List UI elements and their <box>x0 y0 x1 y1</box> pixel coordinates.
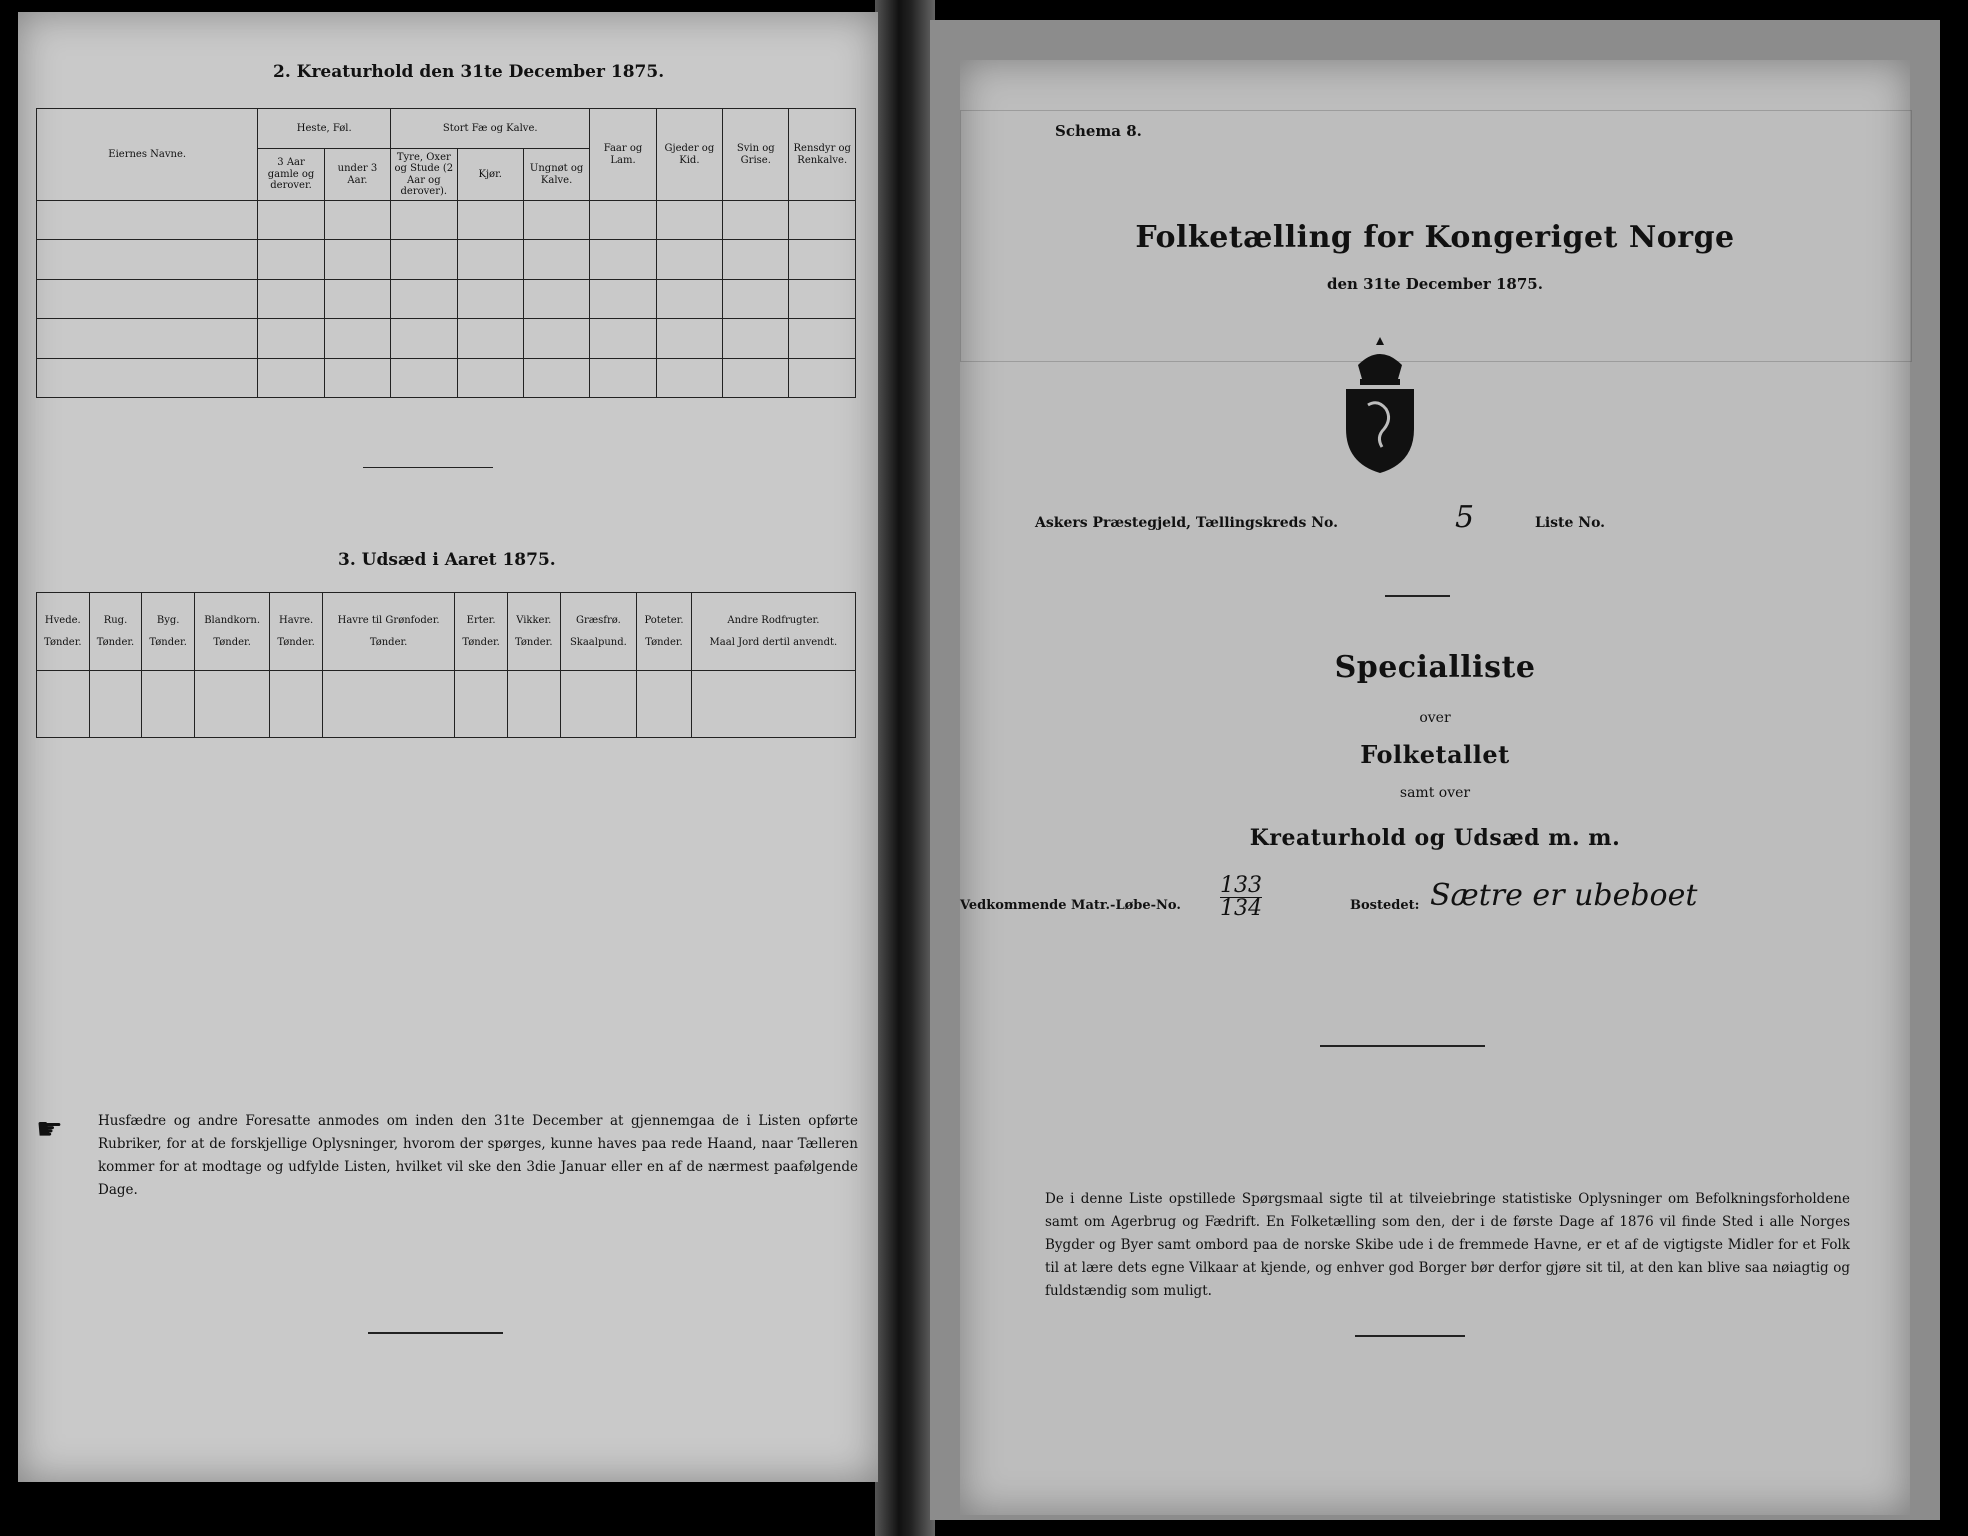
ungnet-header: Ungnøt og Kalve. <box>523 149 589 201</box>
seed-cell <box>637 671 692 738</box>
folketallet-title: Folketallet <box>1360 740 1510 769</box>
matr-value-top: 133 <box>1220 873 1262 898</box>
kreaturhold-title: Kreaturhold og Udsæd m. m. <box>1249 825 1621 851</box>
section3-heading: 3. Udsæd i Aaret 1875. <box>338 550 556 570</box>
seed-col-name: Havre til Grønfoder. <box>337 615 440 626</box>
seed-col-header <box>507 593 560 671</box>
seed-cell <box>142 671 195 738</box>
seed-col-header <box>270 593 323 671</box>
table-row <box>37 671 856 738</box>
seed-cell <box>322 671 454 738</box>
divider <box>363 467 493 468</box>
table-row <box>37 201 856 240</box>
seed-cell <box>507 671 560 738</box>
document-title: Folketælling for Kongeriget Norge <box>1135 220 1735 255</box>
matr-value <box>1220 875 1262 920</box>
tyre-header: Tyre, Oxer og Stude (2 Aar og derover). <box>391 149 457 201</box>
rensdyr-header: Rensdyr og Renkalve. <box>789 109 856 201</box>
seed-col-name: Andre Rodfrugter. <box>727 615 820 626</box>
heste-under3-header: under 3 Aar. <box>324 149 390 201</box>
seed-col-name: Poteter. <box>644 615 684 626</box>
matr-value-bottom: 134 <box>1220 896 1262 921</box>
livestock-table <box>36 108 856 398</box>
seed-col-unit: Tønder. <box>44 636 82 648</box>
seed-cell <box>560 671 637 738</box>
bostedet-label: Bostedet: <box>1350 898 1420 913</box>
seed-col-name: Byg. <box>156 615 180 626</box>
seed-col-header <box>194 593 269 671</box>
seed-col-name: Erter. <box>466 615 496 626</box>
divider <box>368 1332 503 1334</box>
seed-col-unit: Skaalpund. <box>569 636 627 648</box>
document-date: den 31te December 1875. <box>1327 275 1543 293</box>
svin-header: Svin og Grise. <box>723 109 789 201</box>
seed-col-unit: Tønder. <box>645 636 683 648</box>
samt-over-text: samt over <box>1399 785 1471 801</box>
seed-cell <box>455 671 508 738</box>
pointing-hand-icon: ☛ <box>36 1112 63 1147</box>
bostedet-value: Sætre er ubeboet <box>1430 878 1698 913</box>
faar-header: Faar og Lam. <box>590 109 656 201</box>
table-row <box>37 319 856 358</box>
seed-cell <box>89 671 142 738</box>
divider <box>1355 1335 1465 1337</box>
heste-3aar-header: 3 Aar gamle og derover. <box>258 149 324 201</box>
prestegjeld-label: Askers Præstegjeld, Tællingskreds No. <box>1035 515 1338 531</box>
page-gutter <box>875 0 935 1536</box>
right-page <box>960 60 1910 1515</box>
over-text: over <box>1419 710 1451 726</box>
table-row <box>37 240 856 279</box>
seed-col-header <box>560 593 637 671</box>
stort-fae-header: Stort Fæ og Kalve. <box>391 109 590 149</box>
divider <box>1320 1045 1485 1047</box>
seed-col-header <box>637 593 692 671</box>
seed-col-header <box>37 593 90 671</box>
seed-cell <box>37 671 90 738</box>
table-row <box>37 279 856 318</box>
seed-col-unit: Tønder. <box>462 636 500 648</box>
seed-col-name: Rug. <box>103 615 128 626</box>
seed-col-header <box>142 593 195 671</box>
seed-col-unit: Tønder. <box>96 636 135 648</box>
table-row <box>37 358 856 397</box>
seed-col-unit: Tønder. <box>213 636 251 648</box>
seed-col-name: Blandkorn. <box>204 615 261 626</box>
seed-cell <box>691 671 855 738</box>
seed-col-name: Havre. <box>278 615 314 626</box>
specialliste-title: Specialliste <box>1334 650 1536 685</box>
gjeder-header: Gjeder og Kid. <box>656 109 722 201</box>
seed-col-header <box>322 593 454 671</box>
divider <box>1385 595 1450 597</box>
seed-col-unit: Tønder. <box>149 636 187 648</box>
norwegian-coat-of-arms-icon <box>1338 335 1422 475</box>
seed-col-unit: Tønder. <box>277 636 315 648</box>
seed-col-name: Hvede. <box>44 615 81 626</box>
seed-cell <box>194 671 269 738</box>
seed-col-header <box>455 593 508 671</box>
left-page <box>18 12 878 1482</box>
kreds-number: 5 <box>1455 500 1475 535</box>
notice-paragraph: Husfædre og andre Foresatte anmodes om inden den 31te December at gjennemgaa de i Listen opførte Rubriker, for at de forskjellige Oplysninger, hvorom der spørges, kunne haves paa rede Haand, naar Tælleren kommer for at modtage og udfylde Listen, hvilket vil ske den 3die Januar eller en af de nærmest paafølgende Dage. <box>98 1113 858 1198</box>
info-paragraph: De i denne Liste opstillede Spørgsmaal sigte til at tilveiebringe statistiske Oplysninger om Befolkningsforholdene samt om Agerbrug og Fædrift. En Folketælling som den, der i de første Dage af 1876 vil finde Sted i alle Norges Bygder og Byer samt ombord paa de norske Skibe ude i de fremmede Havne, er et af de vigtigste Midler for et Folk til at lære dets egne Vilkaar at kjende, og enhver god Borger bør derfor gjøre sit til, at den kan blive saa nøiagtig og fuldstændig som muligt. <box>1045 1191 1850 1299</box>
kjor-header: Kjør. <box>457 149 523 201</box>
seed-col-header <box>691 593 855 671</box>
seed-col-name: Græsfrø. <box>575 615 621 626</box>
seed-col-unit: Tønder. <box>369 636 408 648</box>
owner-names-header: Eiernes Navne. <box>37 109 258 201</box>
seed-table <box>36 592 856 738</box>
seed-cell <box>270 671 323 738</box>
section2-heading: 2. Kreaturhold den 31te December 1875. <box>273 62 665 82</box>
schema-label: Schema 8. <box>1055 122 1142 140</box>
seed-col-unit: Maal Jord dertil anvendt. <box>709 636 838 648</box>
matr-label: Vedkommende Matr.-Løbe-No. <box>960 898 1181 913</box>
liste-label: Liste No. <box>1535 515 1606 531</box>
seed-col-header <box>89 593 142 671</box>
seed-col-unit: Tønder. <box>514 636 553 648</box>
seed-col-name: Vikker. <box>516 615 552 626</box>
heste-header: Heste, Føl. <box>258 109 391 149</box>
